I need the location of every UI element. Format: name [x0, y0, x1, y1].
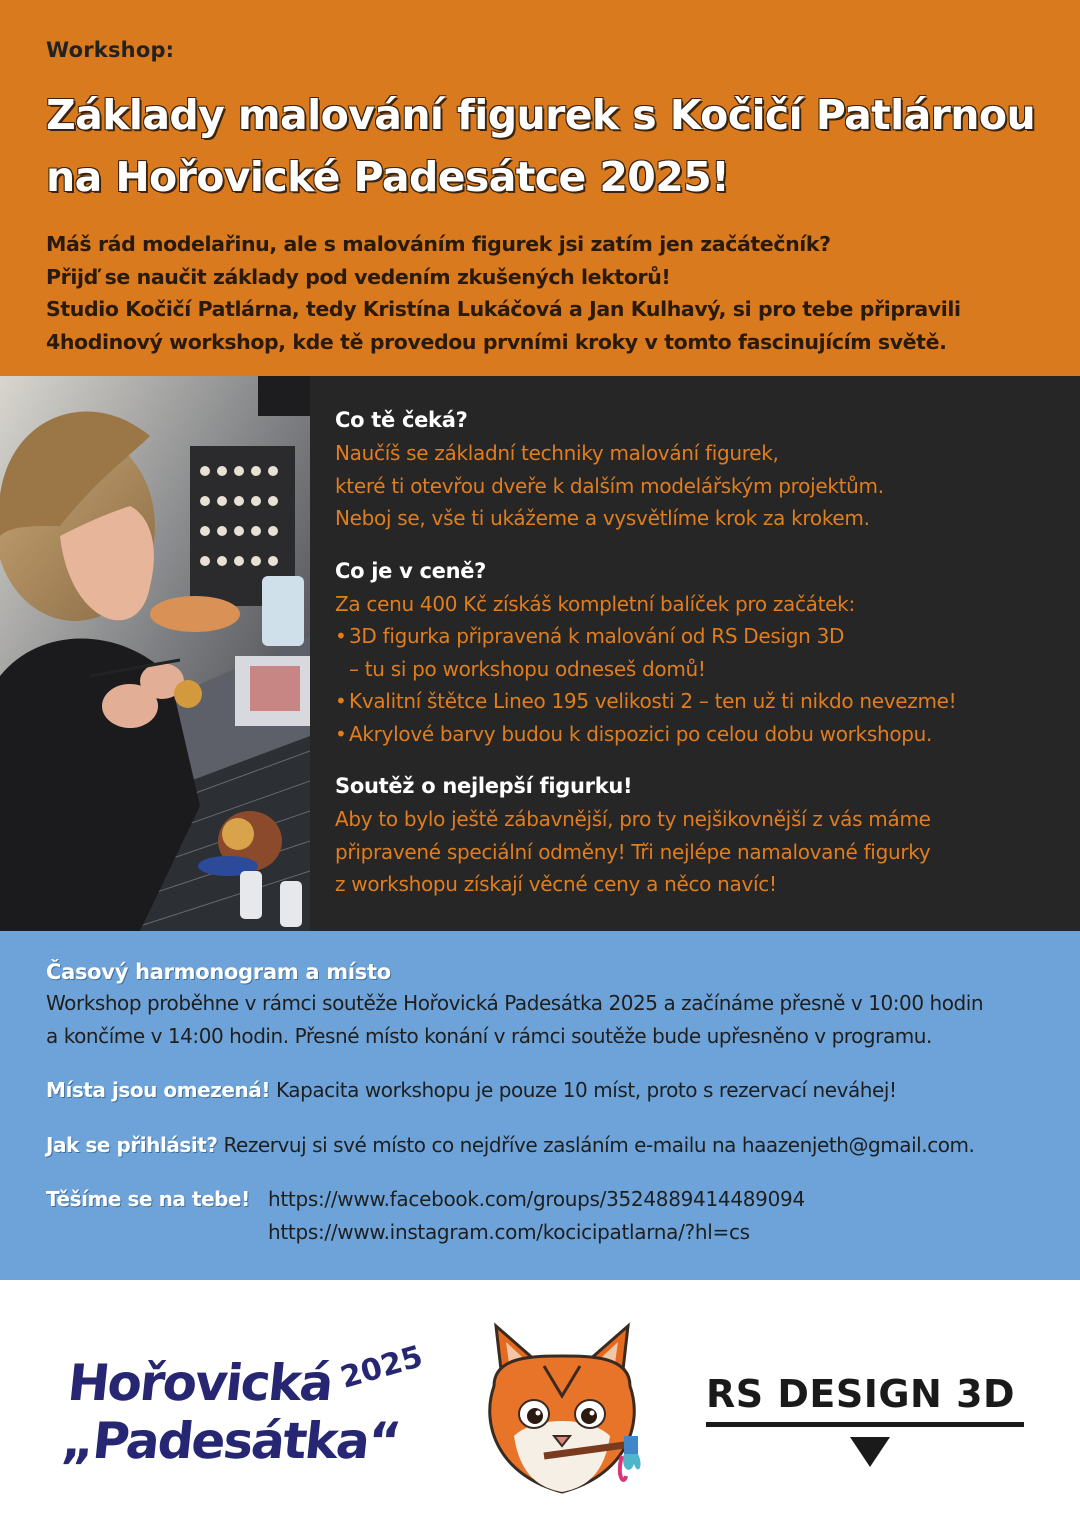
signup-note	[46, 1129, 1034, 1162]
painter-photo	[0, 376, 310, 931]
horovicka-padesatka-logo	[58, 1332, 442, 1492]
title-line-2: na Hořovické Padesátce 2025!	[46, 153, 730, 201]
signup-text: Rezervuj si své místo co nejdříve zasláním e-mailu na haazenjeth@gmail.com.	[217, 1132, 975, 1157]
kicker-label: Workshop:	[46, 38, 175, 62]
price-lead: Za cenu 400 Kč získáš kompletní balíček pro začátek:	[335, 591, 855, 616]
social-links	[46, 1183, 1034, 1248]
what-awaits-heading: Co tě čeká?	[335, 408, 468, 432]
rs-design-3d-logo	[706, 1372, 1036, 1472]
schedule-line: Workshop proběhne v rámci soutěže Hořovická Padesátka 2025 a začínáme přesně v 10:00 hodin	[46, 991, 984, 1015]
facebook-link[interactable]: https://www.facebook.com/groups/3524889414489094	[268, 1187, 805, 1211]
intro-line: Máš rád modelařinu, ale s malováním figurek jsi zatím jen začátečník?	[46, 232, 831, 256]
sponsor-logos	[0, 1280, 1080, 1527]
list-item	[335, 718, 1055, 751]
intro-line: 4hodinový workshop, kde tě provedou prvními kroky v tomto fascinujícím světě.	[46, 329, 947, 354]
rs-design-logo-bar	[706, 1422, 1024, 1427]
schedule-line: a končíme v 14:00 hodin. Přesné místo konání v rámci soutěže bude upřesněno v programu.	[46, 1023, 932, 1048]
instagram-link[interactable]: https://www.instagram.com/kocicipatlarna/?hl=cs	[268, 1219, 750, 1244]
contest-line: Aby to bylo ještě zábavnější, pro ty nejšikovnější z vás máme	[335, 807, 931, 831]
page-title	[46, 84, 1034, 208]
intro-paragraph	[46, 228, 1034, 358]
capacity-note	[46, 1074, 1034, 1107]
workshop-info	[335, 404, 1055, 921]
contest-block	[335, 770, 1055, 901]
greeting-label: Těšíme se na tebe!	[46, 1187, 250, 1211]
contest-line: připravené speciální odměny! Tři nejlépe namalované figurky	[335, 839, 931, 864]
horovicka-logo-line1: Hořovická	[64, 1354, 335, 1412]
list-item-text: 3D figurka připravená k malování od RS Design 3D	[349, 624, 845, 648]
schedule-heading: Časový harmonogram a místo	[46, 960, 391, 984]
header-section	[0, 0, 1080, 376]
list-item-text: Akrylové barvy budou k dispozici po celou dobu workshopu.	[349, 721, 933, 746]
what-awaits-line: Naučíš se základní techniky malování figurek,	[335, 441, 779, 465]
price-heading: Co je v ceně?	[335, 558, 487, 583]
price-block	[335, 555, 1055, 751]
cat-icon	[474, 1316, 650, 1502]
bullet-icon: •	[335, 689, 347, 713]
bullet-icon: •	[335, 721, 347, 746]
list-item-text: Kvalitní štětce Lineo 195 velikosti 2 – ten už ti nikdo nevezme!	[349, 689, 957, 713]
capacity-text: Kapacita workshopu je pouze 10 míst, proto s rezervací neváhej!	[270, 1078, 897, 1102]
title-line-1: Základy malování figurek s Kočičí Patlárnou	[46, 91, 1036, 139]
contest-line: z workshopu získají věcné ceny a něco navíc!	[335, 872, 777, 896]
contest-heading: Soutěž o nejlepší figurku!	[335, 774, 633, 798]
horovicka-logo-line2: „Padesátka“	[58, 1412, 402, 1470]
rs-design-logo-text: RS DESIGN 3D	[706, 1372, 1016, 1416]
details-section	[0, 376, 1080, 931]
list-item	[335, 620, 1055, 685]
capacity-label: Místa jsou omezená!	[46, 1078, 271, 1102]
kocici-patlarna-logo	[474, 1316, 650, 1502]
what-awaits-line: které ti otevřou dveře k dalším modelářským projektům.	[335, 473, 884, 498]
signup-label: Jak se přihlásit?	[46, 1132, 218, 1157]
list-item	[335, 685, 1055, 718]
price-list	[335, 620, 1055, 750]
schedule-section	[0, 931, 1080, 1280]
triangle-down-icon	[850, 1437, 890, 1467]
bullet-icon: •	[335, 624, 347, 648]
list-item-continuation: – tu si po workshopu odneseš domů!	[349, 656, 706, 681]
intro-line: Studio Kočičí Patlárna, tedy Kristína Lukáčová a Jan Kulhavý, si pro tebe připravili	[46, 297, 961, 321]
what-awaits-line: Neboj se, vše ti ukážeme a vysvětlíme krok za krokem.	[335, 506, 870, 530]
intro-line: Přijď se naučit základy pod vedením zkušených lektorů!	[46, 264, 671, 289]
horovicka-logo-year: 2025	[336, 1339, 427, 1396]
what-awaits-block	[335, 404, 1055, 535]
